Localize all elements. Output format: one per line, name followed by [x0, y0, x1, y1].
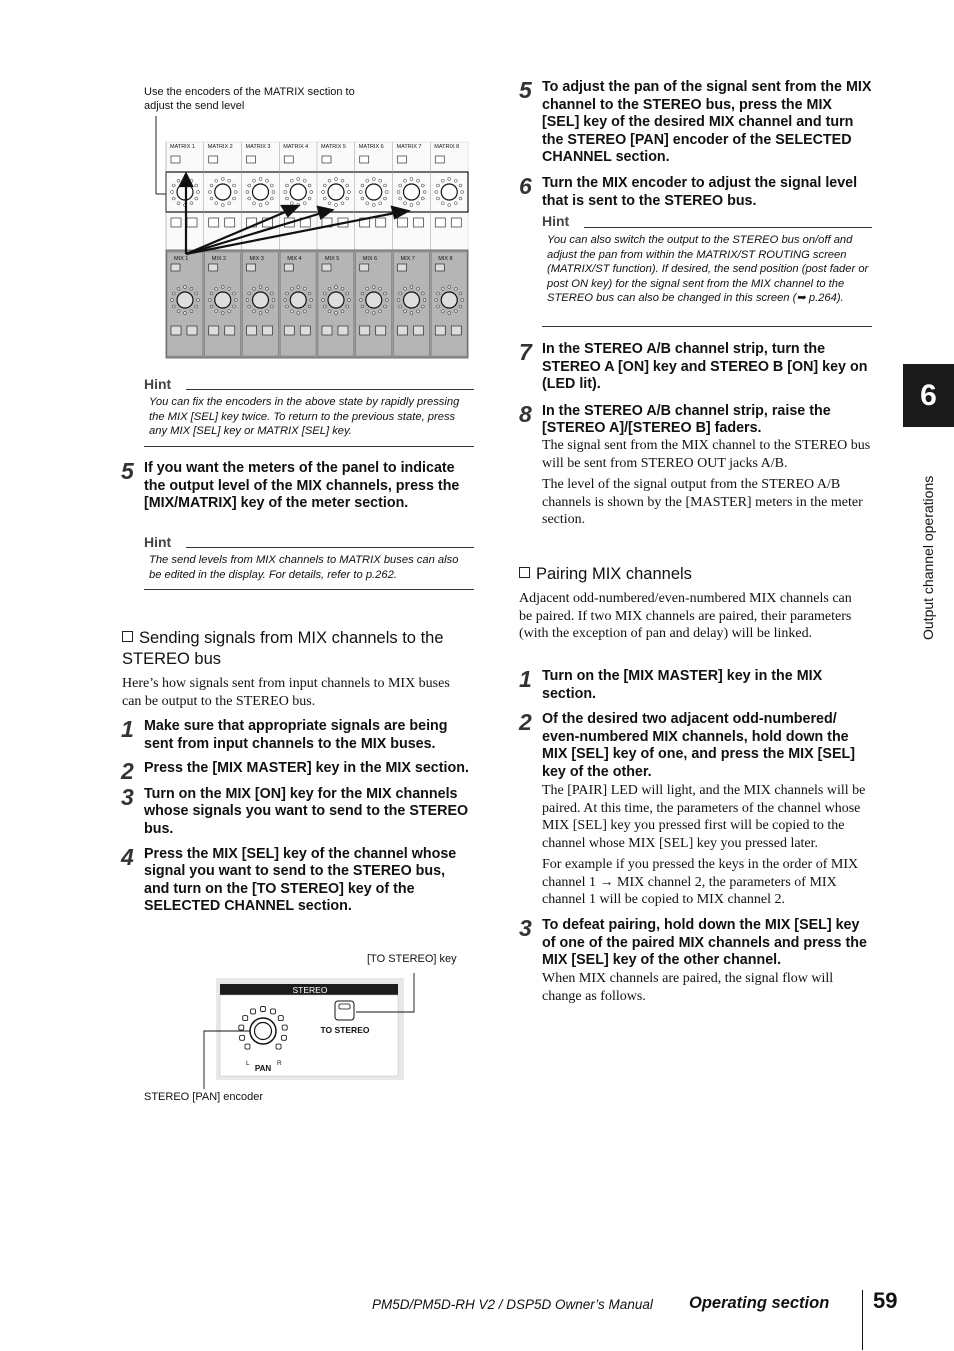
mix-encoder	[290, 292, 306, 308]
hint-rule	[542, 326, 872, 327]
pairing-step-2: 2 Of the desired two adjacent odd-numbered/ even-numbered MIX channels, hold down the MIX [SEL] key of one, and press the MIX [SEL] key of the other.	[519, 709, 855, 780]
mix-strip-label: MIX 2	[211, 256, 227, 262]
footer-manual-title: PM5D/PM5D-RH V2 / DSP5D Owner’s Manual	[372, 1297, 653, 1312]
pan-l-label: L	[246, 1060, 250, 1067]
matrix-strip-label: MATRIX 8	[434, 144, 460, 150]
mix-encoder	[215, 292, 231, 308]
section-heading-stereo: Sending signals from MIX channels to the STEREO bus	[122, 629, 444, 668]
mix-strip	[318, 252, 354, 356]
matrix-encoder	[215, 184, 231, 200]
stereo-steps: 1 Make sure that appropriate signals are being sent from input channels to the MIX buses. 2 Press the [MIX MASTER] key in the MIX section. 3 Turn on the MIX [ON] key for the MIX channels whose signals you want to send to the STEREO bus. 4 Press the MIX [SEL] key of the channel whose signal you want to send to the STEREO bus, and turn on the [TO STEREO] key of the SELECTED CHANNEL section.	[121, 716, 469, 915]
mix-encoder	[441, 292, 457, 308]
step-8-body-2: The level of the signal output from the STEREO A/B channels is shown by the [MASTER] meters in the meter section.	[542, 477, 863, 527]
mix-strip	[356, 252, 392, 356]
mix-encoder	[177, 292, 193, 308]
matrix-strip-label: MATRIX 4	[283, 144, 309, 150]
mix-strip-label: MIX 6	[362, 256, 378, 262]
matrix-strip-label: MATRIX 2	[207, 144, 233, 150]
chapter-title-vertical: Output channel operations	[920, 475, 936, 640]
mix-strip	[394, 252, 430, 356]
section-heading-pairing: Pairing MIX channels	[519, 564, 869, 585]
hint-rule	[186, 389, 474, 390]
mix-encoder	[253, 292, 269, 308]
chapter-tab: 6	[903, 364, 954, 427]
pairing-step-3: 3 To defeat pairing, hold down the MIX [SEL] key of one of the paired MIX channels and press the MIX [SEL] key of the other channel.	[519, 915, 867, 969]
page-number: 59	[873, 1288, 898, 1313]
pairing-step-2-body-2: For example if you pressed the keys in the order of MIX channel 1 → MIX channel 2, the parameters of MIX channel 1 will be copied to MIX channel 2.	[542, 857, 859, 907]
step-5-meter: 5 If you want the meters of the panel to indicate the output level of the MIX channels, press the [MIX/MATRIX] key of the meter section.	[121, 458, 460, 512]
matrix-mix-panel-illustration	[150, 114, 475, 364]
matrix-strip-label: MATRIX 5	[321, 144, 346, 150]
figure-caption-matrix: Use the encoders of the MATRIX section to adjust the send level	[144, 86, 355, 112]
mix-strip-label: MIX 5	[325, 256, 340, 262]
pan-r-label: R	[277, 1060, 282, 1067]
to-stereo-key-label: TO STEREO	[320, 1025, 370, 1035]
mix-strip	[280, 252, 316, 356]
matrix-strip-label: MATRIX 1	[170, 144, 195, 150]
hint-rule	[186, 547, 474, 548]
mix-strip	[205, 252, 241, 356]
pairing-step-1: 1 Turn on the [MIX MASTER] key in the MIX section.	[519, 666, 823, 702]
mix-strip-label: MIX 8	[438, 256, 453, 262]
mix-encoder	[404, 292, 420, 308]
right-steps-7-8: 7 In the STEREO A/B channel strip, turn the STEREO A [ON] key and STEREO B [ON] key on (LED lit). 8 In the STEREO A/B channel strip, raise the [STEREO A]/[STEREO B] faders.	[519, 339, 868, 437]
mix-encoder	[328, 292, 344, 308]
matrix-strip-label: MATRIX 3	[245, 144, 271, 150]
step-8-body-1: The signal sent from the MIX channel to the STEREO bus will be sent from STEREO OUT jacks A/B.	[542, 438, 871, 471]
pan-label: PAN	[254, 1064, 272, 1073]
matrix-encoder	[404, 184, 420, 200]
hint-text: You can fix the encoders in the above state by rapidly pressing the MIX [SEL] key twice. To return to the previous state, press any MIX [SEL] key or MATRIX [SEL] key.	[149, 396, 460, 437]
right-steps-5-6: 5 To adjust the pan of the signal sent from the MIX channel to the STEREO bus, press the MIX [SEL] key of the desired MIX channel and turn the STEREO [PAN] encoder of the SELECTED CHANNEL section. 6 Turn the MIX encoder to adjust the signal level that is sent to the STEREO bus.	[519, 77, 872, 209]
matrix-encoder	[290, 184, 306, 200]
hint-text: The send levels from MIX channels to MATRIX buses can also be edited in the display. For details, refer to p.262.	[149, 554, 459, 581]
matrix-encoder	[366, 184, 382, 200]
mix-strip-label: MIX 1	[174, 256, 189, 262]
mix-strip-label: MIX 7	[400, 256, 415, 262]
hint-rule	[144, 446, 474, 447]
stereo-pan-encoder-caption: STEREO [PAN] encoder	[144, 1091, 264, 1103]
hint-text: You can also switch the output to the STEREO bus on/off and adjust the pan from within the MATRIX/ST ROUTING screen (MATRIX/ST function). If desired, the send position (post fader or post ON key) for the signal sent from the MIX channel to the STEREO bus can also be changed in this screen (➥ p.264).	[547, 234, 869, 304]
matrix-strip-label: MATRIX 6	[358, 144, 384, 150]
stereo-pan-illustration	[200, 965, 465, 1090]
mix-strip-label: MIX 4	[287, 256, 302, 262]
to-stereo-caption: [TO STEREO] key	[367, 953, 457, 965]
hint-label: Hint	[144, 376, 172, 392]
mix-strip-label: MIX 3	[249, 256, 264, 262]
footer-section-name: Operating section	[689, 1294, 830, 1312]
footer-divider	[862, 1290, 863, 1350]
mix-strip	[431, 252, 467, 356]
hint-rule	[584, 227, 872, 228]
hint-label: Hint	[542, 213, 570, 229]
pairing-intro: Adjacent odd-numbered/even-numbered MIX channels can be paired. If two MIX channels are paired, their parameters (with the exception of pan and delay) will be linked.	[519, 591, 852, 641]
stereo-panel-title: STEREO	[292, 985, 328, 995]
mix-strip	[243, 252, 279, 356]
mix-strip	[167, 252, 203, 356]
pairing-step-2-body-1: The [PAIR] LED will light, and the MIX channels will be paired. At this time, the parameters of the channel whose MIX [SEL] key you pressed first will be copied to the channel whose MIX [SEL] key you pressed later.	[542, 783, 866, 851]
pairing-step-3-body: When MIX channels are paired, the signal flow will change as follows.	[542, 971, 834, 1004]
matrix-encoder	[441, 184, 457, 200]
mix-encoder	[366, 292, 382, 308]
hint-rule	[144, 589, 474, 590]
matrix-encoder	[328, 184, 344, 200]
section-intro: Here’s how signals sent from input channels to MIX buses can be output to the STEREO bus.	[122, 676, 450, 709]
matrix-strip-label: MATRIX 7	[396, 144, 422, 150]
matrix-encoder	[253, 184, 269, 200]
hint-label: Hint	[144, 534, 172, 550]
